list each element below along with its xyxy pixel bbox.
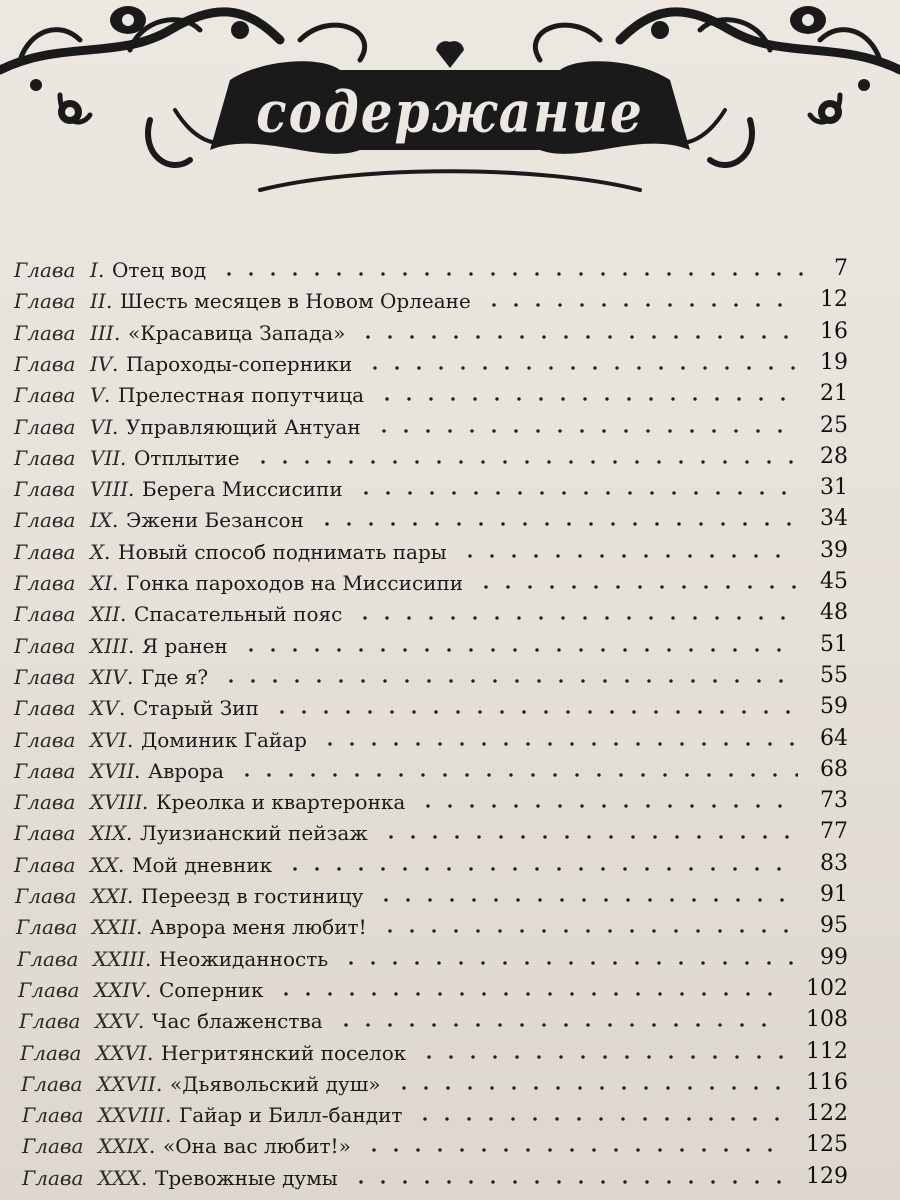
page-number: 59 bbox=[820, 694, 848, 720]
chapter-title: Тревожные думы bbox=[155, 1165, 338, 1190]
dot-leader bbox=[350, 1180, 784, 1184]
chapter-separator: . bbox=[98, 258, 105, 282]
chapter-title: «Она вас любит!» bbox=[163, 1134, 351, 1159]
page-number: 64 bbox=[820, 725, 848, 751]
chapter-number: VI bbox=[90, 414, 113, 439]
page-number: 25 bbox=[820, 412, 848, 438]
chapter-number: XXIV bbox=[94, 977, 145, 1002]
chapter-label: Глава bbox=[22, 1165, 84, 1190]
page-number: 31 bbox=[820, 475, 848, 501]
chapter-title: Шесть месяцев в Новом Орлеане bbox=[120, 289, 471, 314]
dot-leader bbox=[284, 867, 798, 871]
page-number: 112 bbox=[806, 1038, 848, 1064]
page-number: 99 bbox=[820, 944, 848, 970]
chapter-separator: . bbox=[141, 1165, 148, 1190]
chapter-label: Глава bbox=[22, 1103, 84, 1128]
chapter-number: V bbox=[90, 383, 105, 408]
page-number: 7 bbox=[834, 256, 848, 281]
toc-entry bbox=[0, 440, 900, 472]
page-number: 68 bbox=[820, 756, 848, 782]
chapter-separator: . bbox=[142, 790, 149, 815]
chapter-number: XXV bbox=[95, 1009, 138, 1034]
dot-leader bbox=[475, 585, 798, 589]
chapter-separator: . bbox=[138, 1009, 145, 1034]
dot-leader bbox=[364, 366, 798, 370]
chapter-separator: . bbox=[128, 633, 135, 658]
chapter-separator: . bbox=[106, 289, 113, 314]
chapter-number: XXVII bbox=[97, 1071, 156, 1096]
chapter-number: XIV bbox=[90, 664, 127, 689]
dot-leader bbox=[483, 303, 798, 307]
chapter-number: XX bbox=[90, 852, 119, 877]
chapter-number: IV bbox=[90, 351, 113, 376]
chapter-number: XV bbox=[90, 696, 119, 721]
toc-entry bbox=[0, 315, 900, 347]
page-number: 122 bbox=[806, 1101, 848, 1127]
dot-leader bbox=[354, 616, 798, 620]
page-number: 77 bbox=[820, 819, 848, 845]
chapter-title: Спасательный пояс bbox=[134, 602, 343, 627]
dot-leader bbox=[380, 835, 798, 839]
chapter-separator: . bbox=[126, 821, 133, 846]
page-number: 19 bbox=[820, 349, 848, 375]
page-number: 45 bbox=[820, 569, 848, 594]
dot-leader bbox=[220, 679, 798, 683]
toc-entry bbox=[0, 909, 900, 941]
page-number: 73 bbox=[820, 788, 848, 814]
chapter-separator: . bbox=[112, 351, 119, 376]
page-number: 108 bbox=[806, 1007, 848, 1033]
dot-leader bbox=[363, 1148, 784, 1152]
page-number: 55 bbox=[820, 662, 848, 688]
chapter-title: Где я? bbox=[141, 664, 209, 689]
chapter-separator: . bbox=[114, 320, 121, 345]
dot-leader bbox=[376, 397, 798, 401]
chapter-separator: . bbox=[120, 602, 127, 627]
chapter-separator: . bbox=[156, 1071, 163, 1096]
chapter-label: Глава bbox=[14, 539, 76, 564]
chapter-label: Глава bbox=[14, 383, 76, 408]
chapter-title: Новый способ поднимать пары bbox=[118, 539, 447, 564]
toc-entry bbox=[0, 1097, 900, 1129]
chapter-separator: . bbox=[165, 1103, 172, 1128]
page-number: 83 bbox=[820, 850, 848, 876]
chapter-label: Глава bbox=[14, 320, 76, 345]
chapter-title: Отец вод bbox=[112, 258, 207, 282]
toc-entry bbox=[0, 878, 900, 910]
toc-entry bbox=[0, 346, 900, 378]
chapter-separator: . bbox=[134, 758, 141, 783]
chapter-label: Глава bbox=[14, 414, 76, 439]
chapter-number: XXVI bbox=[96, 1040, 147, 1065]
toc-entry bbox=[0, 1066, 900, 1098]
chapter-label: Глава bbox=[14, 508, 76, 533]
chapter-separator: . bbox=[128, 477, 135, 502]
dot-leader bbox=[335, 1023, 784, 1027]
chapter-label: Глава bbox=[17, 946, 79, 971]
page-title: содержание bbox=[256, 77, 644, 146]
chapter-separator: . bbox=[104, 383, 111, 408]
page-number: 91 bbox=[820, 882, 848, 907]
chapter-separator: . bbox=[136, 915, 143, 940]
chapter-label: Глава bbox=[14, 758, 76, 783]
chapter-title: Гонка пароходов на Миссисипи bbox=[126, 571, 464, 595]
dot-leader bbox=[459, 554, 798, 558]
chapter-number: X bbox=[90, 539, 105, 564]
chapter-label: Глава bbox=[14, 852, 76, 877]
dot-leader bbox=[357, 335, 798, 339]
page-number: 16 bbox=[820, 318, 848, 344]
chapter-title: Доминик Гайар bbox=[141, 727, 307, 752]
chapter-label: Глава bbox=[14, 445, 76, 470]
chapter-label: Глава bbox=[16, 915, 78, 940]
chapter-separator: . bbox=[127, 664, 134, 689]
page-number: 12 bbox=[820, 287, 848, 313]
chapter-separator: . bbox=[112, 571, 119, 595]
chapter-label: Глава bbox=[15, 884, 77, 908]
chapter-label: Глава bbox=[14, 821, 76, 846]
chapter-separator: . bbox=[145, 977, 152, 1002]
dot-leader bbox=[236, 773, 798, 777]
toc-entry bbox=[0, 1128, 900, 1160]
chapter-title: Эжени Безансон bbox=[126, 508, 304, 533]
toc-entry bbox=[0, 565, 900, 597]
chapter-separator: . bbox=[149, 1134, 156, 1159]
chapter-separator: . bbox=[145, 946, 152, 971]
chapter-label: Глава bbox=[14, 602, 76, 627]
chapter-label: Глава bbox=[14, 727, 76, 752]
toc-entry bbox=[0, 941, 900, 973]
chapter-number: XVII bbox=[90, 758, 135, 783]
toc-entry bbox=[0, 722, 900, 754]
toc-entry bbox=[0, 1003, 900, 1035]
chapter-number: I bbox=[90, 258, 98, 282]
chapter-number: III bbox=[90, 320, 114, 345]
chapter-title: Берега Миссисипи bbox=[142, 477, 343, 502]
dot-leader bbox=[218, 272, 812, 276]
chapter-title: Аврора меня любит! bbox=[150, 915, 367, 940]
chapter-number: XXIII bbox=[93, 946, 146, 971]
dot-leader bbox=[240, 648, 798, 652]
dot-leader bbox=[355, 491, 798, 495]
chapter-number: II bbox=[90, 289, 106, 314]
chapter-title: Отплытие bbox=[134, 445, 240, 470]
page-number: 28 bbox=[820, 443, 848, 469]
chapter-label: Глава bbox=[14, 790, 76, 815]
chapter-number: XII bbox=[90, 602, 121, 627]
toc-entry bbox=[0, 690, 900, 722]
chapter-title: «Красавица Запада» bbox=[128, 320, 346, 345]
dot-leader bbox=[393, 1086, 784, 1090]
chapter-separator: . bbox=[120, 445, 127, 470]
chapter-label: Глава bbox=[21, 1071, 83, 1096]
chapter-separator: . bbox=[118, 852, 125, 877]
chapter-separator: . bbox=[127, 727, 134, 752]
toc-entry bbox=[0, 377, 900, 409]
title-banner bbox=[0, 0, 900, 210]
toc-entry bbox=[0, 502, 900, 534]
chapter-number: VIII bbox=[90, 477, 129, 502]
page-number: 48 bbox=[820, 600, 848, 626]
toc-entry bbox=[0, 596, 900, 628]
chapter-separator: . bbox=[112, 414, 119, 439]
page-number: 39 bbox=[820, 537, 848, 563]
toc-entry bbox=[0, 1160, 900, 1192]
chapter-number: IX bbox=[90, 508, 113, 533]
dot-leader bbox=[271, 710, 798, 714]
chapter-title: Луизианский пейзаж bbox=[140, 821, 368, 846]
chapter-label: Глава bbox=[14, 258, 76, 282]
toc-entry bbox=[0, 972, 900, 1004]
chapter-title: Неожиданность bbox=[159, 946, 329, 971]
dot-leader bbox=[375, 898, 798, 902]
toc-entry bbox=[0, 409, 900, 441]
chapter-label: Глава bbox=[14, 664, 76, 689]
page-number: 125 bbox=[806, 1132, 848, 1158]
page-number: 21 bbox=[820, 381, 848, 407]
chapter-label: Глава bbox=[14, 351, 76, 376]
chapter-number: XI bbox=[90, 571, 113, 595]
chapter-number: XVI bbox=[90, 727, 127, 752]
page-number: 102 bbox=[806, 975, 848, 1001]
chapter-title: Аврора bbox=[148, 758, 224, 783]
toc-entry bbox=[0, 252, 900, 284]
chapter-title: Пароходы-соперники bbox=[126, 351, 353, 376]
chapter-title: Старый Зип bbox=[133, 696, 259, 721]
page-number: 95 bbox=[820, 913, 848, 939]
toc-entry bbox=[0, 659, 900, 691]
toc-entry bbox=[0, 753, 900, 785]
toc-entry bbox=[0, 628, 900, 660]
chapter-label: Глава bbox=[14, 696, 76, 721]
dot-leader bbox=[252, 460, 798, 464]
toc-entry bbox=[0, 847, 900, 879]
chapter-title: «Дьявольский душ» bbox=[170, 1071, 381, 1096]
toc-entry bbox=[0, 1035, 900, 1067]
dot-leader bbox=[319, 742, 798, 746]
chapter-label: Глава bbox=[14, 633, 76, 658]
dot-leader bbox=[275, 992, 784, 996]
chapter-label: Глава bbox=[18, 977, 80, 1002]
dot-leader bbox=[340, 961, 798, 965]
chapter-title: Соперник bbox=[159, 977, 264, 1002]
chapter-title: Мой дневник bbox=[132, 852, 273, 877]
chapter-separator: . bbox=[127, 884, 134, 908]
chapter-label: Глава bbox=[19, 1009, 81, 1034]
toc-entry bbox=[0, 784, 900, 816]
toc-entry bbox=[0, 471, 900, 503]
page-number: 34 bbox=[820, 506, 848, 532]
chapter-title: Переезд в гостиницу bbox=[141, 884, 364, 908]
chapter-title: Я ранен bbox=[142, 633, 228, 658]
chapter-separator: . bbox=[112, 508, 119, 533]
dot-leader bbox=[316, 522, 798, 526]
chapter-label: Глава bbox=[22, 1134, 84, 1159]
chapter-number: XVIII bbox=[90, 790, 143, 815]
page-number: 51 bbox=[820, 631, 848, 657]
chapter-number: XIII bbox=[90, 633, 128, 658]
page-number: 129 bbox=[806, 1163, 848, 1189]
chapter-label: Глава bbox=[14, 477, 76, 502]
toc-entry bbox=[0, 283, 900, 315]
chapter-separator: . bbox=[119, 696, 126, 721]
dot-leader bbox=[414, 1117, 784, 1121]
chapter-title: Негритянский поселок bbox=[161, 1040, 407, 1065]
chapter-number: XXIX bbox=[98, 1134, 149, 1159]
chapter-title: Прелестная попутчица bbox=[118, 383, 364, 408]
chapter-label: Глава bbox=[20, 1040, 82, 1065]
page-number: 116 bbox=[806, 1069, 848, 1095]
chapter-label: Глава bbox=[14, 289, 76, 314]
dot-leader bbox=[417, 804, 798, 808]
chapter-title: Креолка и квартеронка bbox=[156, 790, 406, 815]
dot-leader bbox=[379, 929, 798, 933]
chapter-number: XXX bbox=[98, 1165, 141, 1190]
chapter-number: XXI bbox=[91, 884, 128, 908]
toc-entry bbox=[0, 534, 900, 566]
dot-leader bbox=[373, 429, 798, 433]
chapter-title: Гайар и Билл-бандит bbox=[179, 1103, 403, 1128]
chapter-separator: . bbox=[147, 1040, 154, 1065]
chapter-number: XXII bbox=[92, 915, 137, 940]
chapter-number: XIX bbox=[90, 821, 127, 846]
dot-leader bbox=[418, 1055, 784, 1059]
chapter-label: Глава bbox=[14, 571, 76, 595]
chapter-separator: . bbox=[104, 539, 111, 564]
chapter-title: Час блаженства bbox=[152, 1009, 323, 1034]
chapter-title: Управляющий Антуан bbox=[126, 414, 361, 439]
chapter-number: XXVIII bbox=[98, 1103, 165, 1128]
chapter-number: VII bbox=[90, 445, 121, 470]
toc-entry bbox=[0, 815, 900, 847]
